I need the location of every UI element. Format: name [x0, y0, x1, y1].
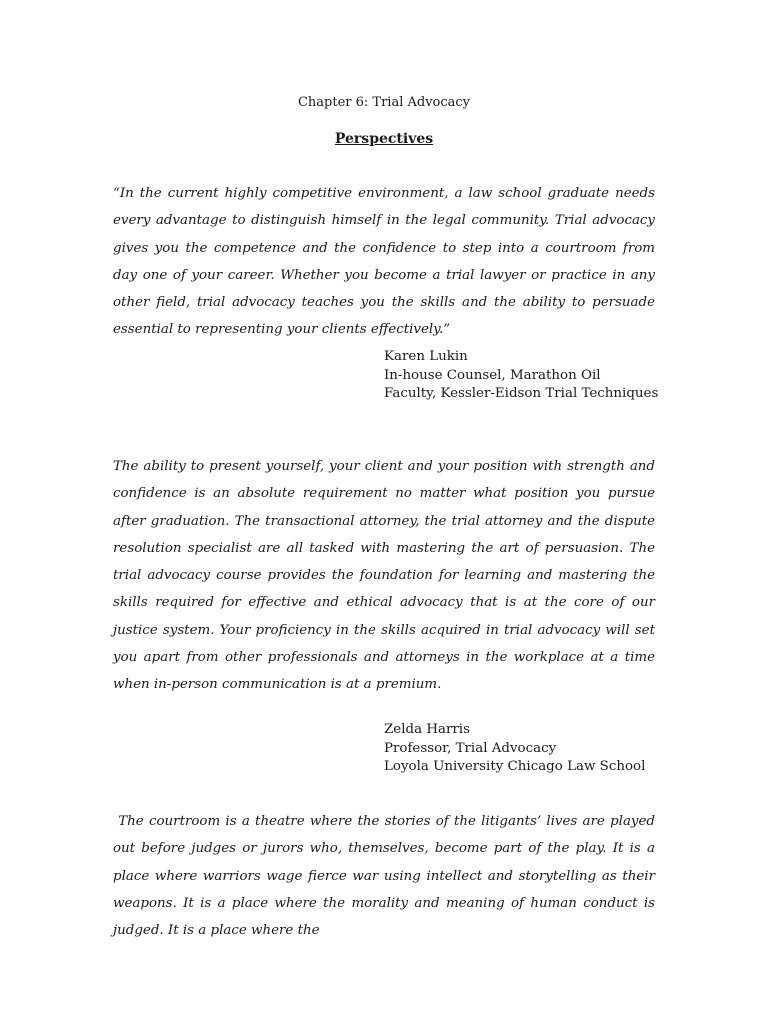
attribution-name: Karen Lukin — [384, 349, 468, 364]
attribution-title: Professor, Trial Advocacy — [384, 740, 557, 756]
attribution-block — [384, 348, 658, 404]
attribution-title: In-house Counsel, Marathon Oil — [384, 367, 601, 383]
quote-paragraph: The courtroom is a theatre where the stories of the litigants’ lives are played out before judges or jurors who, themselves, become part of the play. It is a place where warriors wage fierce war using intellect and storytelling as their weapons. It is a place where the morality and meaning of human conduct is judged. It is a place where the — [113, 814, 655, 939]
attribution-affiliation: Loyola University Chicago Law School — [384, 759, 646, 774]
quote-paragraph: “In the current highly competitive environment, a law school graduate needs every advantage to distinguish himself in the legal community. Trial advocacy gives you the competence and the confidence to step into a courtroom from day one of your career. Whether you become a trial lawyer or practice in any other field, trial advocacy teaches you the skills and the ability to persuade essential to representing your clients effectively.” — [113, 186, 655, 338]
quote-paragraph: The ability to present yourself, your client and your position with strength and confidence is an absolute requirement no matter what position you pursue after graduation. The transactional attorney, the trial attorney and the dispute resolution specialist are all tasked with mastering the art of persuasion. The trial advocacy course provides the foundation for learning and mastering the skills required for effective and ethical advocacy that is at the core of our justice system. Your proficiency in the skills acquired in trial advocacy will set you apart from other professionals and attorneys in the workplace at a time when in-person communication is at a premium. — [113, 459, 655, 693]
attribution-name: Zelda Harris — [384, 722, 470, 737]
chapter-title: Chapter 6: Trial Advocacy — [297, 95, 471, 110]
attribution-block — [384, 721, 645, 777]
section-heading: Perspectives — [334, 131, 434, 147]
attribution-affiliation: Faculty, Kessler-Eidson Trial Techniques — [384, 386, 659, 401]
